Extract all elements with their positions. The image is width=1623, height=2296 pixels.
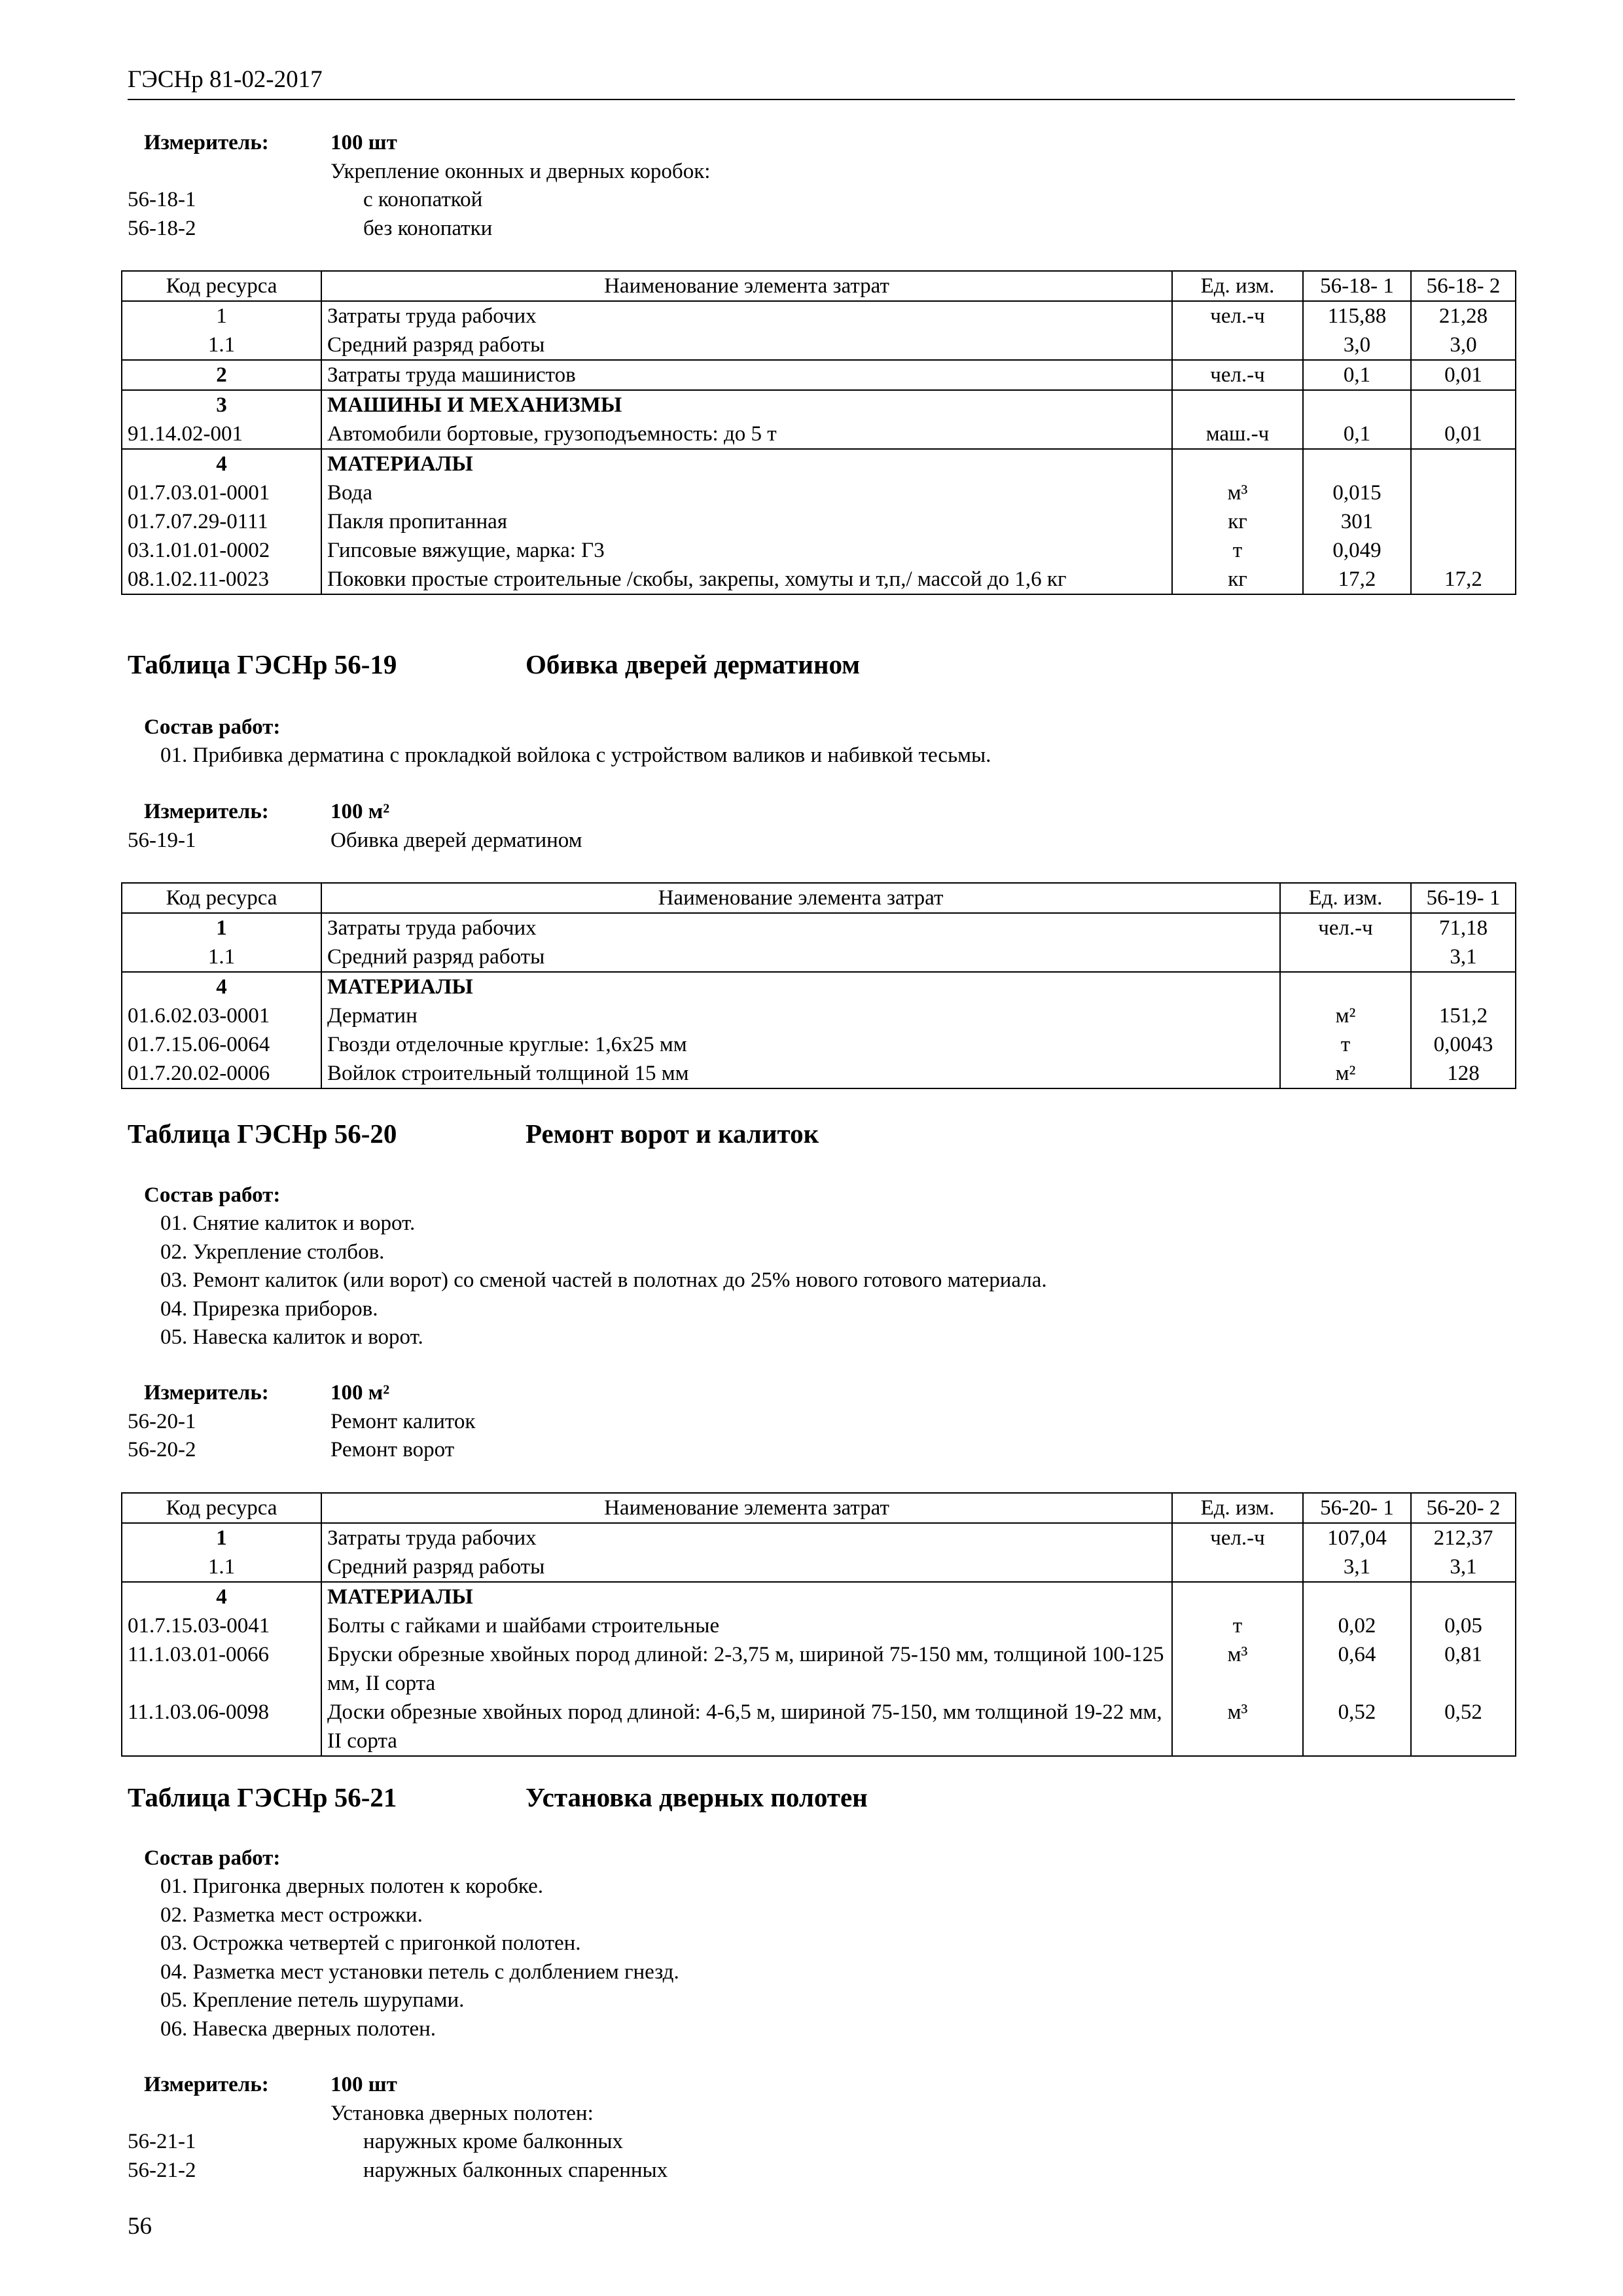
cell-name: Затраты труда рабочих [321, 301, 1172, 331]
cell-unit [1172, 331, 1303, 360]
cell-code: 11.1.03.06-0098 [122, 1698, 321, 1756]
table-title: Таблица ГЭСНр 56-20 [128, 1119, 397, 1149]
cell-code: 01.7.03.01-0001 [122, 478, 321, 507]
cell-code: 91.14.02-001 [122, 420, 321, 449]
cell-unit: чел.-ч [1280, 913, 1411, 942]
table-row [122, 1523, 1516, 1552]
works-label: Состав работ: [144, 1846, 281, 1870]
cell-unit: м² [1280, 1059, 1411, 1088]
measure-label: Измеритель: [144, 2073, 269, 2096]
cell-value: 0,049 [1303, 536, 1411, 565]
cell-unit: м³ [1172, 1640, 1303, 1698]
item-name: наружных кроме балконных [363, 2130, 624, 2153]
work-item: 06. Навеска дверных полотен. [160, 2017, 437, 2041]
cell-value: 0,52 [1411, 1698, 1516, 1756]
cell-code: 4 [122, 1582, 321, 1611]
cell-value: 0,02 [1303, 1611, 1411, 1640]
cell-name: Поковки простые строительные /скобы, закрепы, хомуты и т,п,/ массой до 1,6 кг [321, 565, 1172, 594]
table-row [122, 1640, 1516, 1698]
cell-name: Автомобили бортовые, грузоподъемность: до 5 т [321, 420, 1172, 449]
works-label: Состав работ: [144, 715, 281, 739]
cell-value: 301 [1303, 507, 1411, 536]
work-item: 01. Пригонка дверных полотен к коробке. [160, 1874, 543, 1898]
cell-code: 03.1.01.01-0002 [122, 536, 321, 565]
cell-value [1411, 478, 1516, 507]
table-row [122, 390, 1516, 420]
item-name: с конопаткой [363, 188, 483, 211]
table-row [122, 478, 1516, 507]
table-row [122, 565, 1516, 594]
cell-value: 0,05 [1411, 1611, 1516, 1640]
item-name: без конопатки [363, 217, 493, 240]
measure-label: Измеритель: [144, 800, 269, 823]
col-header: Ед. изм. [1280, 883, 1411, 913]
work-item: 03. Острожка четвертей с пригонкой полотен. [160, 1931, 581, 1955]
work-item: 04. Разметка мест установки петель с долблением гнезд. [160, 1960, 679, 1984]
work-item: 05. Крепление петель шурупами. [160, 1988, 465, 2012]
work-item: 05. Навеска калиток и ворот. [160, 1325, 423, 1349]
cell-name: Болты с гайками и шайбами строительные [321, 1611, 1172, 1640]
cell-name: Средний разряд работы [321, 1552, 1172, 1582]
work-item: 03. Ремонт калиток (или ворот) со сменой частей в полотнах до 25% нового готового материала. [160, 1268, 1047, 1292]
cell-value: 115,88 [1303, 301, 1411, 331]
col-header: Код ресурса [122, 883, 321, 913]
cell-unit: чел.-ч [1172, 301, 1303, 331]
cell-unit: маш.-ч [1172, 420, 1303, 449]
cell-code: 01.7.07.29-0111 [122, 507, 321, 536]
item-code: 56-19-1 [128, 829, 196, 852]
cell-code: 3 [122, 390, 321, 420]
cell-value: 3,0 [1411, 331, 1516, 360]
table-row [122, 942, 1516, 972]
measure-unit: 100 шт [330, 131, 397, 154]
cell-code: 1.1 [122, 942, 321, 972]
cell-value: 128 [1411, 1059, 1516, 1088]
cell-unit: чел.-ч [1172, 1523, 1303, 1552]
cell-unit: кг [1172, 565, 1303, 594]
item-code: 56-18-2 [128, 217, 196, 240]
table-row [122, 360, 1516, 390]
resource-table-56-20 [121, 1492, 1516, 1757]
table-header-row [122, 271, 1516, 301]
cell-unit: т [1172, 1611, 1303, 1640]
page-number: 56 [128, 2213, 152, 2240]
measure-unit: 100 м² [330, 1381, 390, 1405]
table-row [122, 1059, 1516, 1088]
measure-unit: 100 шт [330, 2073, 397, 2096]
cell-value: 0,81 [1411, 1640, 1516, 1698]
cell-unit [1172, 1552, 1303, 1582]
col-header: Наименование элемента затрат [321, 1493, 1172, 1523]
cell-value: 151,2 [1411, 1001, 1516, 1030]
cell-unit: т [1172, 536, 1303, 565]
cell-value [1411, 390, 1516, 420]
cell-code: 08.1.02.11-0023 [122, 565, 321, 594]
cell-code: 01.7.20.02-0006 [122, 1059, 321, 1088]
cell-value: 0,52 [1303, 1698, 1411, 1756]
cell-unit [1280, 972, 1411, 1001]
cell-name: Затраты труда рабочих [321, 913, 1280, 942]
table-subtitle: Ремонт ворот и калиток [526, 1119, 819, 1149]
item-code: 56-21-1 [128, 2130, 196, 2153]
cell-value [1303, 449, 1411, 478]
group-title: Укрепление оконных и дверных коробок: [330, 160, 711, 183]
col-header: 56-20- 2 [1411, 1493, 1516, 1523]
cell-value [1411, 507, 1516, 536]
cell-value: 21,28 [1411, 301, 1516, 331]
cell-value: 17,2 [1411, 565, 1516, 594]
cell-value [1411, 1582, 1516, 1611]
works-label: Состав работ: [144, 1183, 281, 1207]
cell-name: МАШИНЫ И МЕХАНИЗМЫ [321, 390, 1172, 420]
cell-code: 1 [122, 301, 321, 331]
cell-name: Вода [321, 478, 1172, 507]
cell-value: 3,1 [1303, 1552, 1411, 1582]
item-code: 56-21-2 [128, 2159, 196, 2182]
cell-value: 3,1 [1411, 942, 1516, 972]
table-row [122, 1582, 1516, 1611]
cell-name: Пакля пропитанная [321, 507, 1172, 536]
cell-unit: т [1280, 1030, 1411, 1059]
col-header: 56-19- 1 [1411, 883, 1516, 913]
col-header: 56-18- 1 [1303, 271, 1411, 301]
cell-code: 1.1 [122, 331, 321, 360]
cell-name: Средний разряд работы [321, 331, 1172, 360]
item-code: 56-18-1 [128, 188, 196, 211]
col-header: Наименование элемента затрат [321, 271, 1172, 301]
page-header: ГЭСНр 81-02-2017 [128, 66, 323, 93]
cell-unit [1172, 390, 1303, 420]
work-item: 02. Укрепление столбов. [160, 1240, 385, 1264]
table-row [122, 536, 1516, 565]
cell-code: 1 [122, 913, 321, 942]
cell-name: МАТЕРИАЛЫ [321, 449, 1172, 478]
cell-value: 17,2 [1303, 565, 1411, 594]
cell-code: 01.7.15.06-0064 [122, 1030, 321, 1059]
col-header: Ед. изм. [1172, 271, 1303, 301]
table-row [122, 420, 1516, 449]
cell-code: 2 [122, 360, 321, 390]
cell-value [1411, 536, 1516, 565]
table-subtitle: Обивка дверей дерматином [526, 649, 861, 679]
cell-value: 107,04 [1303, 1523, 1411, 1552]
cell-value [1411, 972, 1516, 1001]
cell-name: Гипсовые вяжущие, марка: Г3 [321, 536, 1172, 565]
cell-code: 4 [122, 972, 321, 1001]
item-name: Ремонт калиток [330, 1410, 476, 1433]
cell-value: 3,1 [1411, 1552, 1516, 1582]
work-item: 02. Разметка мест острожки. [160, 1903, 423, 1927]
cell-unit [1172, 1582, 1303, 1611]
table-row [122, 331, 1516, 360]
resource-table-56-19 [121, 882, 1516, 1089]
measure-label: Измеритель: [144, 1381, 269, 1405]
cell-value: 71,18 [1411, 913, 1516, 942]
cell-value [1303, 1582, 1411, 1611]
table-header-row [122, 1493, 1516, 1523]
cell-name: Затраты труда машинистов [321, 360, 1172, 390]
group-title: Установка дверных полотен: [330, 2102, 594, 2125]
cell-name: Доски обрезные хвойных пород длиной: 4-6,5 м, шириной 75-150, мм толщиной 19-22 мм, II сорта [321, 1698, 1172, 1756]
cell-value: 0,0043 [1411, 1030, 1516, 1059]
cell-value: 212,37 [1411, 1523, 1516, 1552]
cell-code: 11.1.03.01-0066 [122, 1640, 321, 1698]
table-header-row [122, 883, 1516, 913]
cell-code: 4 [122, 449, 321, 478]
cell-value: 0,01 [1411, 420, 1516, 449]
cell-name: Средний разряд работы [321, 942, 1280, 972]
item-name: наружных балконных спаренных [363, 2159, 668, 2182]
header-rule [128, 99, 1515, 100]
cell-value: 3,0 [1303, 331, 1411, 360]
cell-value: 0,1 [1303, 360, 1411, 390]
cell-name: Войлок строительный толщиной 15 мм [321, 1059, 1280, 1088]
table-row [122, 1552, 1516, 1582]
work-item: 04. Прирезка приборов. [160, 1297, 378, 1321]
table-row [122, 449, 1516, 478]
col-header: Код ресурса [122, 1493, 321, 1523]
col-header: 56-20- 1 [1303, 1493, 1411, 1523]
work-item: 01. Прибивка дерматина с прокладкой войлока с устройством валиков и набивкой тесьмы. [160, 744, 991, 767]
table-row [122, 972, 1516, 1001]
cell-value: 0,1 [1303, 420, 1411, 449]
cell-name: Бруски обрезные хвойных пород длиной: 2-3,75 м, шириной 75-150 мм, толщиной 100-125 мм, II сорта [321, 1640, 1172, 1698]
cell-unit [1172, 449, 1303, 478]
item-name: Обивка дверей дерматином [330, 829, 582, 852]
cell-unit: м² [1280, 1001, 1411, 1030]
col-header: Код ресурса [122, 271, 321, 301]
cell-value: 0,015 [1303, 478, 1411, 507]
cell-code: 1.1 [122, 1552, 321, 1582]
cell-value: 0,01 [1411, 360, 1516, 390]
table-title: Таблица ГЭСНр 56-19 [128, 649, 397, 679]
cell-value [1303, 390, 1411, 420]
cell-code: 01.7.15.03-0041 [122, 1611, 321, 1640]
cell-unit: кг [1172, 507, 1303, 536]
cell-value [1411, 449, 1516, 478]
measure-unit: 100 м² [330, 800, 390, 823]
cell-unit [1280, 942, 1411, 972]
table-row [122, 1698, 1516, 1756]
col-header: Ед. изм. [1172, 1493, 1303, 1523]
cell-name: МАТЕРИАЛЫ [321, 972, 1280, 1001]
table-row [122, 301, 1516, 331]
cell-unit: чел.-ч [1172, 360, 1303, 390]
cell-name: МАТЕРИАЛЫ [321, 1582, 1172, 1611]
cell-unit: м³ [1172, 1698, 1303, 1756]
table-row [122, 913, 1516, 942]
cell-code: 01.6.02.03-0001 [122, 1001, 321, 1030]
work-item: 01. Снятие калиток и ворот. [160, 1211, 416, 1235]
table-subtitle: Установка дверных полотен [526, 1782, 868, 1812]
resource-table-56-18 [121, 270, 1516, 595]
table-title: Таблица ГЭСНр 56-21 [128, 1782, 397, 1812]
measure-label: Измеритель: [144, 131, 269, 154]
cell-value: 0,64 [1303, 1640, 1411, 1698]
table-row [122, 1611, 1516, 1640]
item-code: 56-20-1 [128, 1410, 196, 1433]
col-header: 56-18- 2 [1411, 271, 1516, 301]
cell-name: Дерматин [321, 1001, 1280, 1030]
col-header: Наименование элемента затрат [321, 883, 1280, 913]
item-name: Ремонт ворот [330, 1438, 455, 1462]
cell-code: 1 [122, 1523, 321, 1552]
item-code: 56-20-2 [128, 1438, 196, 1462]
cell-unit: м³ [1172, 478, 1303, 507]
table-row [122, 1001, 1516, 1030]
cell-name: Гвозди отделочные круглые: 1,6х25 мм [321, 1030, 1280, 1059]
table-row [122, 1030, 1516, 1059]
cell-name: Затраты труда рабочих [321, 1523, 1172, 1552]
table-row [122, 507, 1516, 536]
